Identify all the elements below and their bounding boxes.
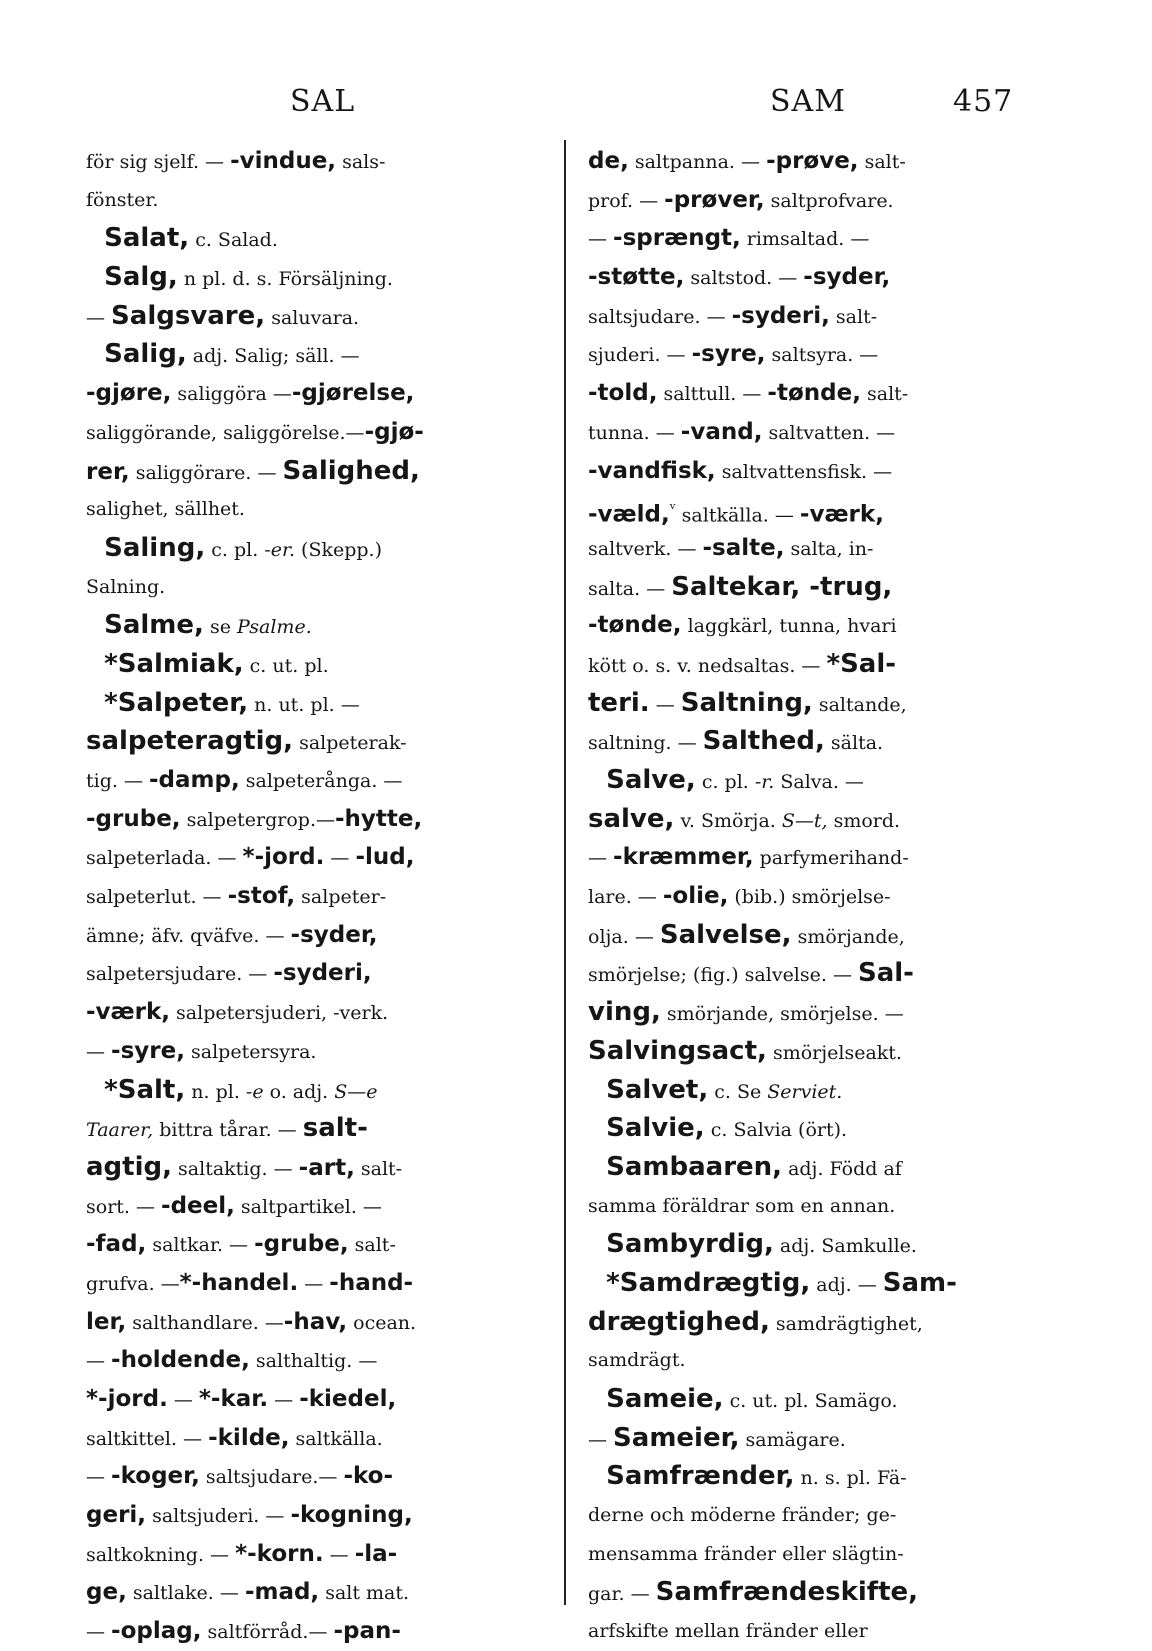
dictionary-line: -fad, saltkar. — -grube, salt- [86,1231,396,1258]
dictionary-line: saliggörande, saliggörelse.—-gjø- [86,418,424,445]
dictionary-line: sjuderi. — -syre, saltsyra. — [588,341,879,368]
dictionary-line: Salme, se Psalme. [104,610,312,641]
dictionary-line: saltsjudare. — -syderi, salt- [588,302,878,329]
dictionary-line: för sig sjelf. — -vindue, sals- [86,148,386,174]
dictionary-line: *Salt, n. pl. -e o. adj. S—e [104,1074,378,1105]
dictionary-line: salta. — Saltekar, -trug, [588,571,893,602]
dictionary-line: salpetersjudare. — -syderi, [86,960,372,987]
dictionary-line: saltning. — Salthed, sälta. [588,726,884,757]
dictionary-line: salpeterlut. — -stof, salpeter- [86,883,387,910]
dictionary-line: ämne; äfv. qväfve. — -syder, [86,921,378,948]
dictionary-line: Salning. [86,575,166,598]
dictionary-line: rer, saliggörare. — Salighed, [86,455,420,486]
dictionary-line: — Salgsvare, saluvara. [86,300,360,331]
dictionary-line: *Salpeter, n. ut. pl. — [104,687,360,718]
dictionary-line: Salvingsact, smörjelseakt. [588,1035,902,1066]
dictionary-line: salve, v. Smörja. S—t, smord. [588,803,901,834]
dictionary-line: Salg, n pl. d. s. Försäljning. [104,262,393,293]
dictionary-line: Salvet, c. Se Serviet. [606,1074,843,1105]
dictionary-line: teri. — Saltning, saltande, [588,687,907,718]
dictionary-line: tig. — -damp, salpeterånga. — [86,767,403,793]
dictionary-line: samdrägt. [588,1349,686,1372]
dictionary-line: — Sameier, samägare. [588,1422,846,1453]
dictionary-line: — -kræmmer, parfymerihand- [588,844,909,871]
column-divider [564,140,566,1605]
dictionary-line: Sambyrdig, adj. Samkulle. [606,1229,917,1260]
dictionary-line: -told, salttull. — -tønde, salt- [588,380,909,407]
dictionary-line: saltkittel. — -kilde, saltkälla. [86,1424,383,1451]
dictionary-line: arfskifte mellan fränder eller [588,1620,868,1643]
dictionary-line: derne och möderne fränder; ge- [588,1504,897,1527]
dictionary-line: salpeteragtig, salpeterak- [86,726,407,757]
dictionary-line: Sameie, c. ut. pl. Samägo. [606,1384,898,1414]
left-column [86,142,546,1651]
page-number: 457 [953,84,1014,119]
dictionary-line: Salvie, c. Salvia (ört). [606,1113,848,1144]
dictionary-line: Sambaaren, adj. Född af [606,1151,902,1182]
dictionary-line: tunna. — -vand, saltvatten. — [588,418,896,445]
dictionary-line: — -holdende, salthaltig. — [86,1347,378,1374]
dictionary-line: saltkokning. — *-korn. — -la- [86,1540,398,1567]
dictionary-line: *Samdrægtig, adj. — Sam- [606,1267,957,1298]
dictionary-line: smörjelse; (fig.) salvelse. — Sal- [588,958,914,989]
dictionary-line: -væld,$^ᵛ$ saltkälla. — -værk, [588,499,884,528]
dictionary-line: de, saltpanna. — -prøve, salt- [588,148,906,174]
dictionary-line: kött o. s. v. nedsaltas. — *Sal- [588,648,897,679]
dictionary-line: ler, salthandlare. —-hav, ocean. [86,1308,417,1335]
dictionary-line: mensamma fränder eller slägtin- [588,1542,904,1565]
dictionary-line: Salat, c. Salad. [104,223,278,254]
right-column [588,142,1060,1651]
dictionary-line: lare. — -olie, (bib.) smörjelse- [588,883,891,910]
running-head-left: SAL [290,84,356,119]
dictionary-line: sort. — -deel, saltpartikel. — [86,1192,382,1219]
dictionary-line: *-jord. — *-kar. — -kiedel, [86,1386,397,1412]
dictionary-line: -tønde, laggkärl, tunna, hvari [588,612,897,639]
dictionary-line: -vandfisk, saltvattensfisk. — [588,457,893,484]
dictionary-line: Salig, adj. Salig; säll. — [104,339,360,370]
dictionary-line: ving, smörjande, smörjelse. — [588,997,904,1028]
dictionary-line: — -sprængt, rimsaltad. — [588,225,870,252]
dictionary-line: drægtighed, samdrägtighet, [588,1306,923,1337]
dictionary-line: salighet, sällhet. [86,498,245,521]
dictionary-line: prof. — -prøver, saltprofvare. [588,186,894,213]
dictionary-line: gar. — Samfrændeskifte, [588,1577,919,1608]
dictionary-line: -gjøre, saliggöra —-gjørelse, [86,380,415,407]
dictionary-line: -støtte, saltstod. — -syder, [588,264,891,291]
dictionary-line: Saling, c. pl. -er. (Skepp.) [104,532,383,563]
dictionary-line: Taarer, bittra tårar. — salt- [86,1113,368,1144]
dictionary-line: — -koger, saltsjudare.— -ko- [86,1463,394,1490]
dictionary-line: -grube, salpetergrop.—-hytte, [86,805,423,832]
running-head-right: SAM [770,84,846,119]
dictionary-line: olja. — Salvelse, smörjande, [588,919,905,950]
dictionary-line: ge, saltlake. — -mad, salt mat. [86,1579,410,1606]
dictionary-line: fönster. [86,188,159,211]
dictionary-line: Salve, c. pl. -r. Salva. — [606,765,864,795]
dictionary-line: salpeterlada. — *-jord. — -lud, [86,844,415,871]
dictionary-line: samma föräldrar som en annan. [588,1194,896,1217]
dictionary-line: grufva. —*-handel. — -hand- [86,1269,414,1296]
dictionary-line: -værk, salpetersjuderi, -verk. [86,999,389,1026]
dictionary-line: geri, saltsjuderi. — -kogning, [86,1502,413,1529]
dictionary-line: *Salmiak, c. ut. pl. [104,648,329,679]
dictionary-line: saltverk. — -salte, salta, in- [588,534,874,561]
dictionary-line: Samfrænder, n. s. pl. Fä- [606,1461,907,1492]
dictionary-line: — -oplag, saltförråd.— -pan- [86,1618,401,1645]
dictionary-line: agtig, saltaktig. — -art, salt- [86,1151,403,1182]
dictionary-line: — -syre, salpetersyra. [86,1037,317,1064]
